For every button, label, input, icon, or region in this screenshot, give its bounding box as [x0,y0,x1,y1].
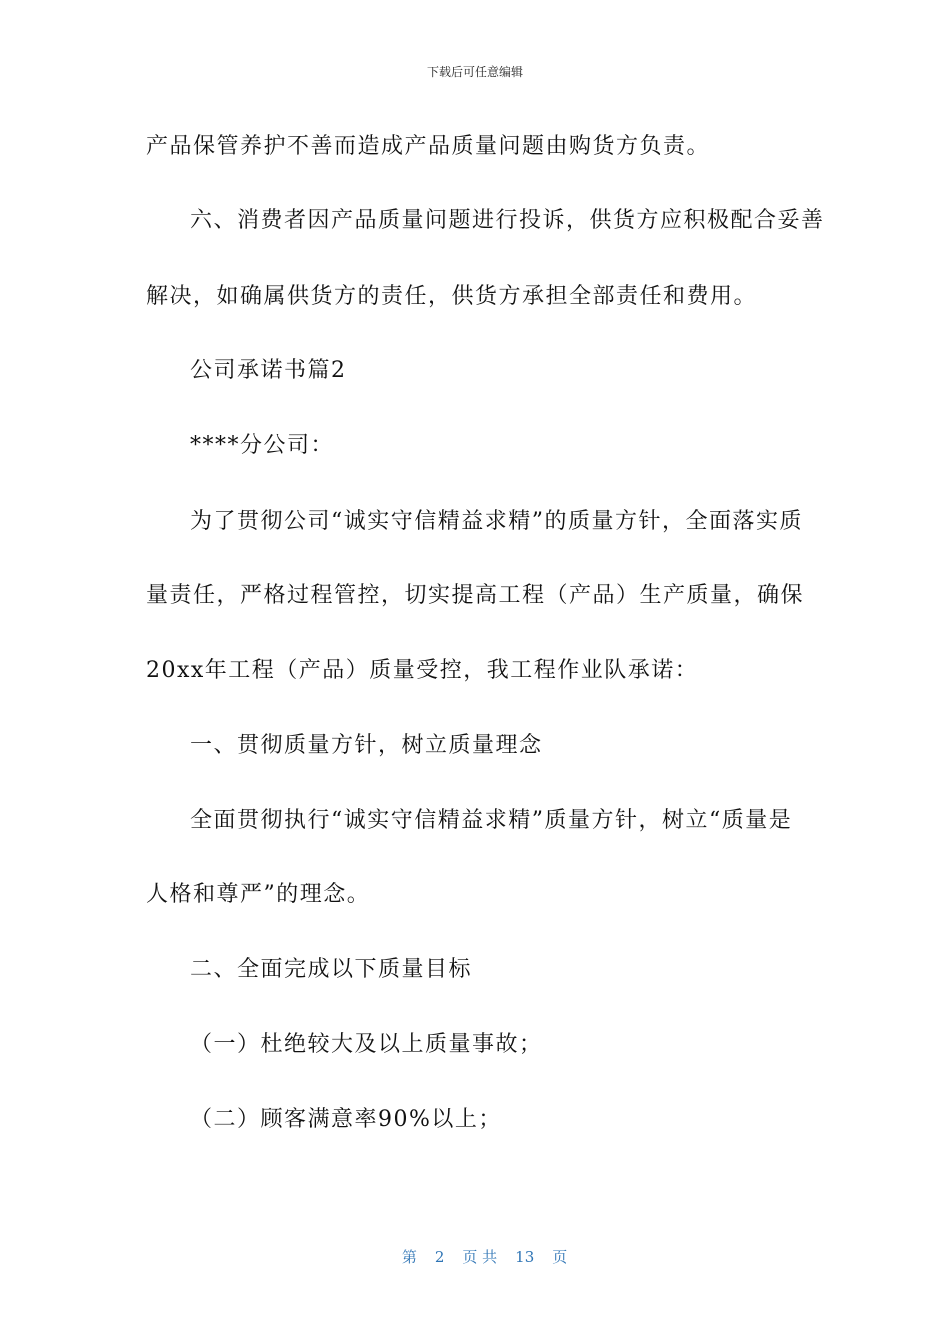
section-heading: 公司承诺书篇2 [190,358,347,383]
salutation: ****分公司： [190,433,335,458]
footer-middle: 页 共 [462,1248,498,1266]
section-heading: 一、贯彻质量方针，树立质量理念 [190,733,543,758]
footer-page-number: 2 [434,1248,445,1266]
page-header: 下载后可任意编辑 [426,65,523,79]
list-item: （二）顾客满意率90%以上； [190,1107,502,1132]
paragraph-line: 20xx年工程（产品）质量受控，我工程作业队承诺： [146,658,699,683]
paragraph-line: 全面贯彻执行“诚实守信精益求精”质量方针，树立“质量是 [190,808,793,833]
paragraph-line: 人格和尊严”的理念。 [146,882,371,907]
footer-suffix: 页 [552,1248,568,1266]
list-item: （一）杜绝较大及以上质量事故； [190,1032,543,1057]
paragraph-line: 解决，如确属供货方的责任，供货方承担全部责任和费用。 [146,284,758,309]
paragraph-line: 为了贯彻公司“诚实守信精益求精”的质量方针，全面落实质 [190,509,803,534]
paragraph-line: 量责任，严格过程管控，切实提高工程（产品）生产质量，确保 [146,583,805,608]
footer-total-pages: 13 [515,1248,535,1266]
page-footer [0,1227,950,1287]
paragraph-line: 产品保管养护不善而造成产品质量问题由购货方负责。 [146,134,711,159]
footer-prefix: 第 [401,1248,417,1266]
paragraph-line: 六、消费者因产品质量问题进行投诉，供货方应积极配合妥善 [190,208,825,233]
section-heading: 二、全面完成以下质量目标 [190,957,473,982]
